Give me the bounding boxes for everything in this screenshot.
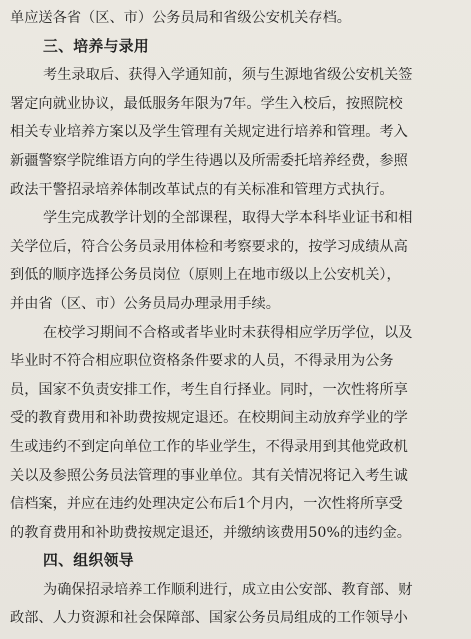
text-line: 毕业时不符合相应职位资格条件要求的人员，不得录用为公务 <box>10 353 394 370</box>
text-line: 政部、人力资源和社会保障部、国家公务员局组成的工作领导小 <box>10 610 408 627</box>
text-line: 到低的顺序选择公务员岗位（原则上在地市级以上公安机关）， <box>10 267 401 284</box>
text-line: 单应送各省（区、市）公务员局和省级公安机关存档。 <box>10 10 351 26</box>
text-line: 生或违约不到定向单位工作的毕业学生，不得录用到其他党政机 <box>10 438 408 455</box>
text-line: 员，国家不负责安排工作，考生自行择业。同时，一次性将所享 <box>10 381 408 398</box>
section-heading: 三、培养与录用 <box>43 37 150 55</box>
document-body <box>10 4 462 633</box>
section-heading: 四、组织领导 <box>43 552 134 570</box>
text-line: 关学位后，符合公务员录用体检和考察要求的，按学习成绩从高 <box>10 238 408 255</box>
text-line: 政法干警招录培养体制改革试点的有关标准和管理方式执行。 <box>10 181 394 198</box>
text-line: 并由省（区、市）公务员局办理录用手续。 <box>10 295 280 312</box>
paragraph-first-line: 为确保招录培养工作顺利进行，成立由公安部、教育部、财 <box>43 581 413 598</box>
text-line: 关以及参照公务员法管理的事业单位。其有关情况将记入考生诚 <box>10 467 408 484</box>
paragraph-first-line: 在校学习期间不合格或者毕业时未获得相应学历学位，以及 <box>43 324 413 341</box>
text-line: 信档案，并应在违约处理决定公布后1个月内，一次性将所享受 <box>10 496 403 513</box>
paragraph-first-line: 学生完成教学计划的全部课程，取得大学本科毕业证书和相 <box>43 210 413 227</box>
text-line: 的教育费用和补助费按规定退还，并缴纳该费用50%的违约金。 <box>10 524 411 541</box>
text-line: 受的教育费用和补助费按规定退还。在校期间主动放弃学业的学 <box>10 410 408 427</box>
text-line: 署定向就业协议，最低服务年限为7年。学生入校后，按照院校 <box>10 95 403 112</box>
text-line: 新疆警察学院维语方向的学生待遇以及所需委托培养经费，参照 <box>10 152 408 169</box>
paragraph-first-line: 考生录取后、获得入学通知前，须与生源地省级公安机关签 <box>43 67 413 84</box>
text-line: 相关专业培养方案以及学生管理有关规定进行培养和管理。考入 <box>10 124 408 141</box>
